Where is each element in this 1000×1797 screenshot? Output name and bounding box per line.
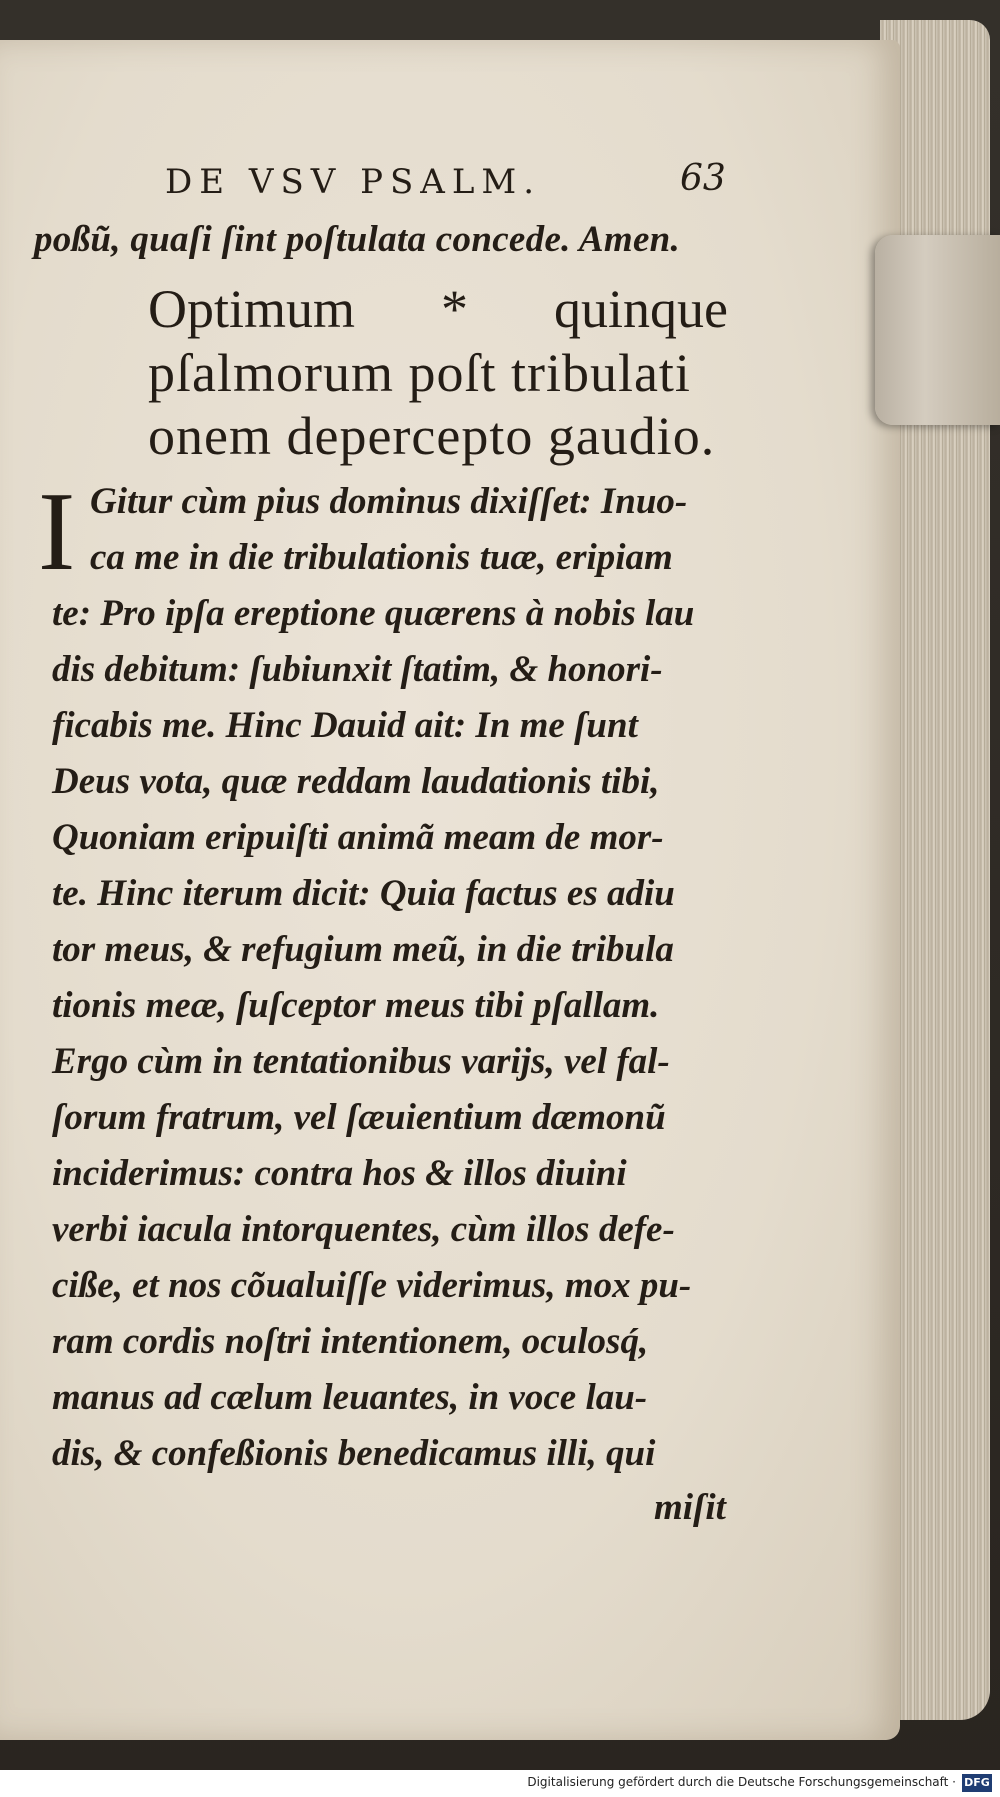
- footer-bar: [0, 1770, 1000, 1797]
- text-line: Deus vota, quæ reddam laudationis tibi,: [52, 761, 660, 802]
- text-line: tor meus, & refugium meũ, in die tribula: [52, 929, 674, 970]
- text-line: ſorum fratrum, vel ſæuientium dæmonũ: [52, 1097, 666, 1138]
- heading-word-left: Optimum: [148, 279, 356, 339]
- text-line: te: Pro ipſa ereptione quærens à nobis lau: [52, 593, 695, 634]
- dfg-logo: DFG: [962, 1774, 992, 1792]
- text-line: inciderimus: contra hos & illos diuini: [52, 1153, 627, 1194]
- text-line: ca me in die tribulationis tuæ, eripiam: [90, 537, 673, 578]
- text-line: Ergo cùm in tentationibus varijs, vel fal-: [52, 1041, 670, 1082]
- drop-cap-initial: I: [38, 470, 76, 594]
- text-line: Quoniam eripuiſti animã meam de mor-: [52, 817, 664, 858]
- running-head: DE VSV PSALM.: [165, 162, 542, 202]
- text-line: verbi iacula intorquentes, cùm illos defe-: [52, 1209, 675, 1250]
- text-line: ficabis me. Hinc Dauid ait: In me ſunt: [52, 705, 638, 746]
- bookmark-tab: [875, 235, 1000, 425]
- section-heading-line-2: pſalmorum poſt tribulati: [148, 343, 691, 403]
- text-line: manus ad cælum leuantes, in voce lau-: [52, 1377, 648, 1418]
- text-line: ram cordis noſtri intentionem, oculosq́,: [52, 1321, 649, 1362]
- continued-line: poßũ, quaſi ſint poſtulata concede. Amen.: [34, 219, 681, 260]
- catchword: miſit: [654, 1487, 726, 1528]
- page-number: 63: [680, 158, 726, 199]
- asterisk-mark: *: [441, 279, 469, 339]
- section-heading-line-1: [148, 278, 728, 340]
- text-line: dis, & confeßionis benedicamus illi, qui: [52, 1433, 656, 1474]
- text-line: tionis meæ, ſuſceptor meus tibi pſallam.: [52, 985, 660, 1026]
- text-line: ciße, et nos cõualuiſſe viderimus, mox pu-: [52, 1265, 692, 1306]
- funding-credit: Digitalisierung gefördert durch die Deutsche Forschungsgemeinschaft ·: [527, 1775, 956, 1789]
- text-line: dis debitum: ſubiunxit ſtatim, & honori-: [52, 649, 663, 690]
- section-heading-line-3: onem depercepto gaudio.: [148, 406, 716, 466]
- text-line: te. Hinc iterum dicit: Quia factus es adiu: [52, 873, 675, 914]
- text-line: Gitur cùm pius dominus dixiſſet: Inuo-: [90, 481, 688, 522]
- heading-word-right: quinque: [554, 279, 728, 339]
